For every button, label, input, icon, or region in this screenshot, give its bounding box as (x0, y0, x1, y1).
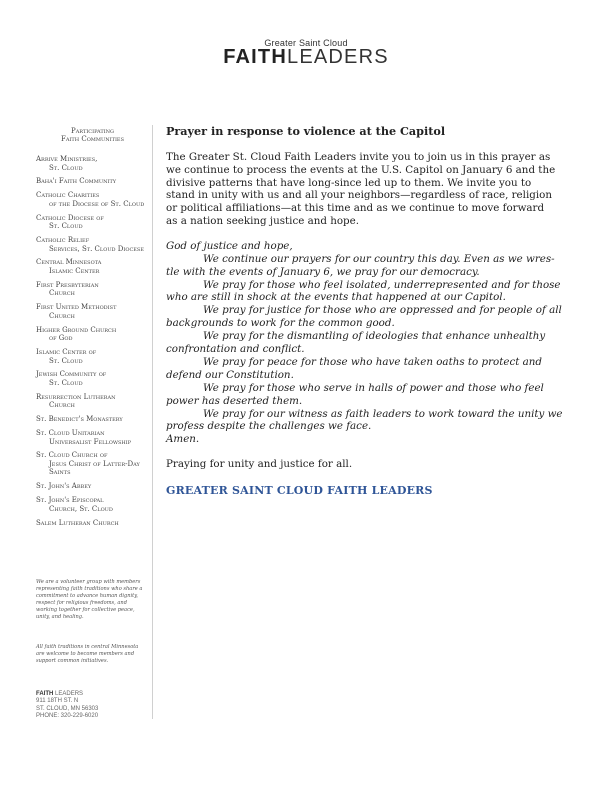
member-name-line1: St. John's Episcopal (36, 496, 104, 505)
member-name-line2: St. Cloud (49, 356, 83, 365)
member-name-line1: Islamic Center of (36, 348, 97, 357)
intro-line: stand in unity with us and all your neighbors—regardless of race, religion (166, 189, 552, 202)
contact-name-bold: FAITH (36, 691, 54, 697)
member-name-line1: Higher Ground Church (36, 325, 117, 334)
member-item (36, 370, 149, 387)
member-name-line1: Baha'i Faith Community (36, 177, 117, 186)
member-item (36, 236, 149, 253)
signature: GREATER SAINT CLOUD FAITH LEADERS (166, 484, 433, 498)
member-item (36, 326, 149, 343)
prayer-line: Amen. (166, 433, 200, 446)
member-name-line2: Islamic Center (49, 266, 100, 275)
contact-phone: PHONE: 320-229-6020 (36, 712, 99, 719)
member-item (36, 393, 149, 410)
member-name-line1: First Presbyterian (36, 280, 99, 289)
member-name-line2: Church (49, 311, 75, 320)
letterhead-tagline: Greater Saint Cloud (264, 38, 348, 48)
sidebar-heading-line1: Participating (70, 127, 115, 135)
membership-text: All faith traditions in central Minnesota are welcome to become members and support common initiatives. (36, 644, 139, 664)
page-title: Prayer in response to violence at the Capitol (166, 124, 446, 138)
member-name-line1: Salem Lutheran Church (36, 518, 119, 527)
prayer-line: God of justice and hope, (166, 239, 293, 252)
prayer-line: backgrounds to work for the common good. (166, 317, 395, 330)
contact-address-line1: 911 18TH ST. N (36, 698, 79, 705)
member-item (36, 281, 149, 298)
intro-line: divisive patterns that have long-since led up to them. We invite you to (166, 176, 532, 189)
member-item (36, 303, 149, 320)
member-name-line1: Catholic Diocese of (36, 213, 104, 222)
member-name-line1: St. Benedict's Monastery (36, 415, 123, 424)
member-name-line1: Central Minnesota (36, 258, 102, 267)
member-name-line1: Catholic Relief (36, 236, 90, 245)
intro-line: The Greater St. Cloud Faith Leaders invite you to join us in this prayer as (166, 151, 551, 163)
member-name-line2: Church (49, 401, 75, 410)
intro-line: we continue to process the events at the U.S. Capitol on January 6 and the (166, 163, 556, 176)
member-item (36, 451, 149, 477)
member-name-line2: Universalist Fellowship (49, 437, 132, 446)
member-name-line2: Services, St. Cloud Diocese (49, 244, 145, 253)
prayer-line: We pray for justice for those who are oppressed and for people of all (203, 304, 562, 317)
contact-address-line2: ST. CLOUD, MN 56303 (36, 705, 99, 712)
member-name-line2: of the Diocese of St. Cloud (49, 199, 145, 208)
intro-line: as a nation seeking justice and hope. (166, 214, 360, 227)
member-list (36, 155, 149, 527)
member-item (36, 177, 149, 186)
member-item (36, 258, 149, 275)
member-name-line1: Resurrection Lutheran (36, 392, 116, 401)
member-item (36, 482, 149, 491)
sidebar-heading-line2: Faith Communities (60, 135, 124, 143)
contact-block (36, 691, 146, 720)
member-name-line1: Arrive Ministries, (36, 155, 98, 163)
member-name-line1: Jewish Community of (36, 370, 107, 379)
intro-paragraph (166, 151, 562, 228)
prayer-line: We pray for those who serve in halls of power and those who feel (203, 381, 544, 394)
member-item (36, 348, 149, 365)
member-name-line1: St. John's Abbey (36, 482, 92, 491)
letterhead-name-bold: FAITH (223, 46, 287, 68)
about-text: We are a volunteer group with members representing faith traditions who share a commitment to advance human dignity, respect for religious freedoms, and working together for collective peace, unity, and healing. (36, 579, 143, 620)
prayer-text (166, 240, 562, 447)
prayer-line: power has deserted them. (166, 394, 303, 407)
prayer-line: who are still in shock at the events that happened at our Capitol. (166, 291, 506, 304)
member-name-line2: Jesus Christ of Latter-Day Saints (49, 459, 140, 477)
main-content (166, 123, 562, 497)
intro-line: or political affiliations—at this time and as we continue to move forward (166, 202, 545, 215)
member-item (36, 496, 149, 513)
member-name-line2: Church (49, 289, 75, 298)
prayer-line: confrontation and conflict. (166, 343, 305, 356)
member-name-line2: Church, St. Cloud (49, 504, 113, 513)
letterhead-logo-text (0, 46, 612, 69)
contact-name (36, 691, 146, 698)
member-item (36, 415, 149, 424)
prayer-line: We continue our prayers for our country this day. Even as we wres- (203, 252, 555, 265)
member-item (36, 214, 149, 231)
member-name-line1: St. Cloud Unitarian (36, 429, 105, 438)
member-name-line2: St. Cloud (49, 222, 83, 231)
prayer-line: tle with the events of January 6, we pray for our democracy. (166, 265, 480, 278)
letterhead-name-light: LEADERS (287, 46, 389, 68)
prayer-line: profess despite the challenges we face. (166, 420, 372, 433)
member-name-line1: Catholic Charities (36, 191, 100, 200)
member-item (36, 429, 149, 446)
member-item (36, 191, 149, 208)
closing-line: Praying for unity and justice for all. (166, 458, 353, 471)
member-name-line2: of God (49, 334, 73, 343)
member-name-line2: St. Cloud (49, 378, 83, 387)
prayer-line: defend our Constitution. (166, 368, 294, 381)
prayer-line: We pray for our witness as faith leaders to work toward the unity we (203, 407, 563, 420)
member-name-line1: First United Methodist (36, 303, 117, 312)
prayer-line: We pray for the dismantling of ideologies that enhance unhealthy (203, 330, 546, 343)
member-item (36, 519, 149, 528)
sidebar-heading (36, 127, 149, 143)
sidebar (36, 127, 149, 533)
contact-name-light: LEADERS (55, 691, 84, 697)
member-name-line2: St. Cloud (49, 163, 83, 172)
member-name-line1: St. Cloud Church of (36, 451, 108, 460)
prayer-line: We pray for peace for those who have taken oaths to protect and (203, 355, 542, 368)
prayer-line: We pray for those who feel isolated, underrepresented and for those (203, 278, 561, 291)
column-divider (152, 125, 153, 719)
member-item (36, 155, 149, 172)
